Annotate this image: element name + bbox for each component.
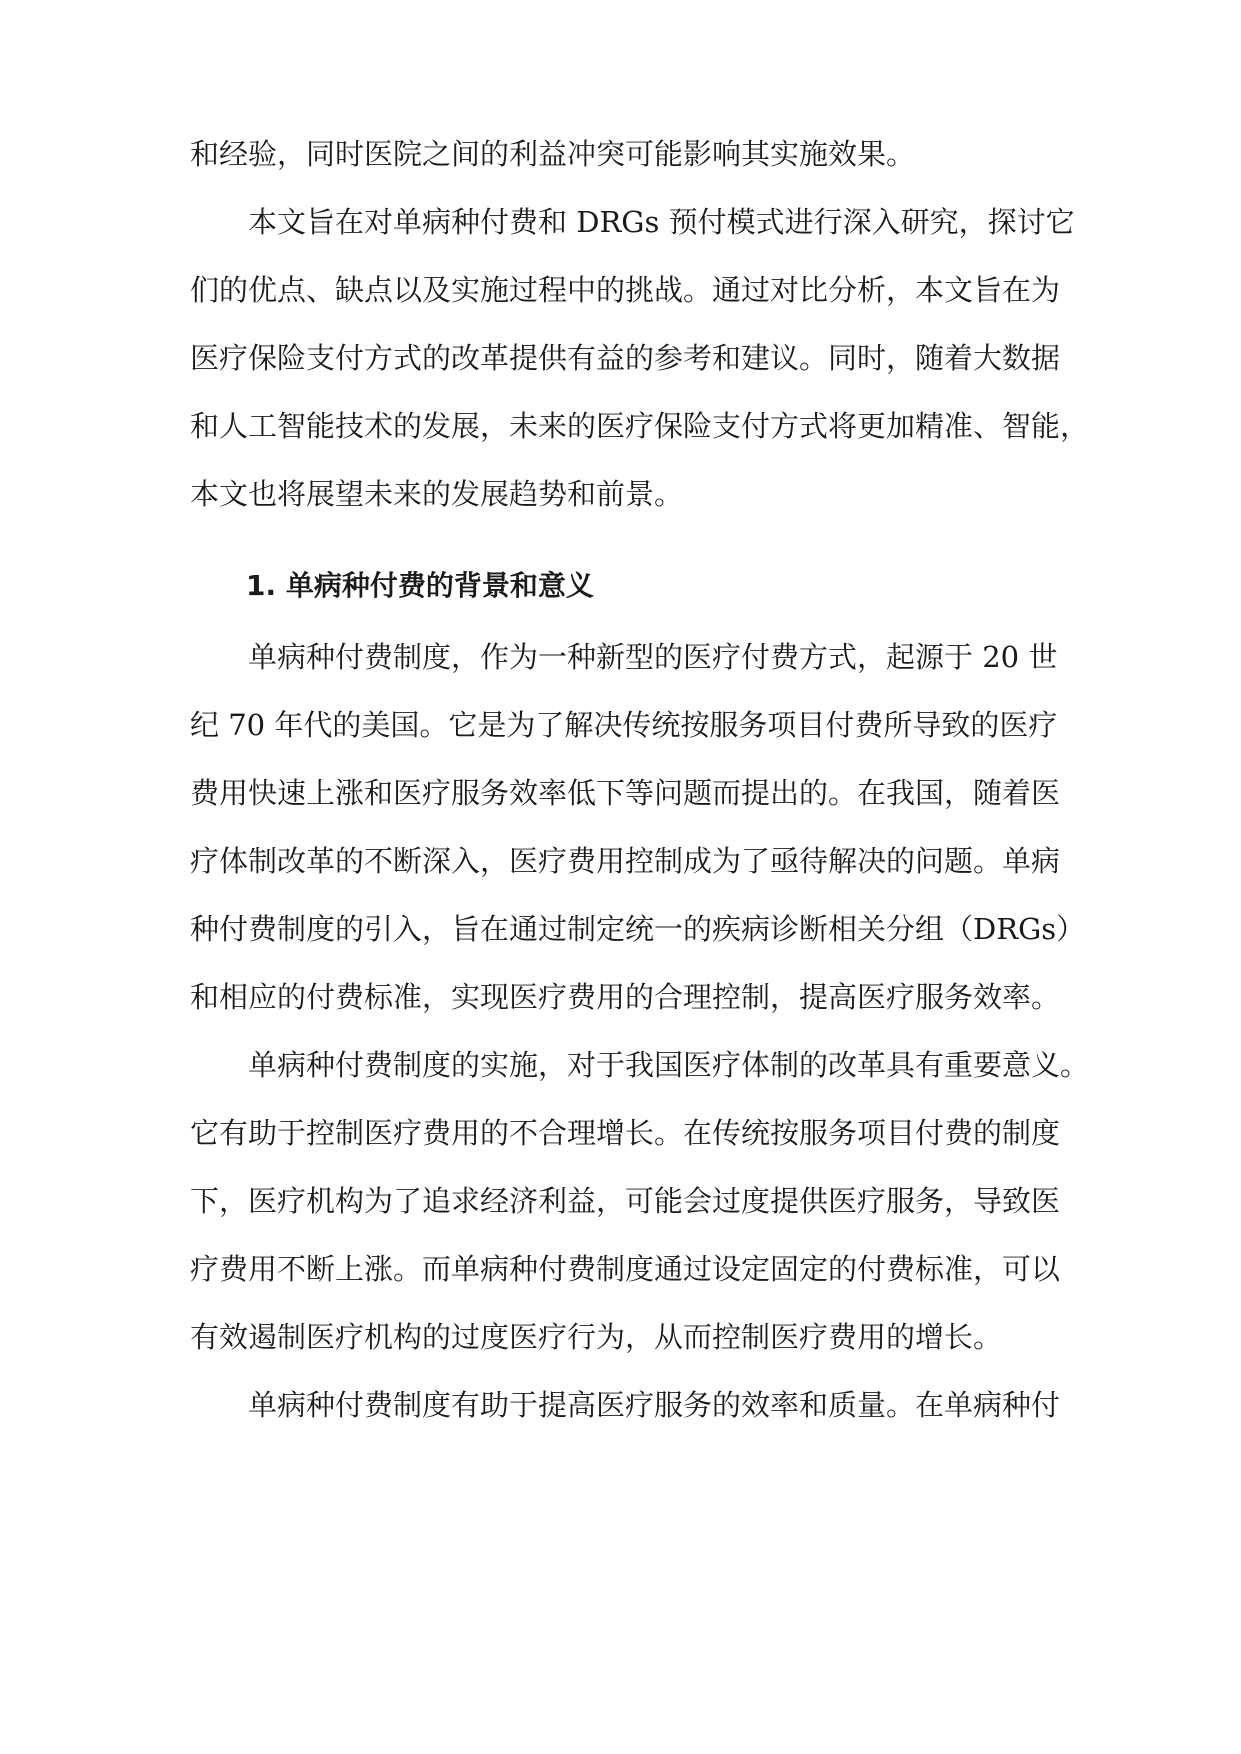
paragraph-line: 它有助于控制医疗费用的不合理增长。在传统按服务项目付费的制度 (190, 1116, 1061, 1150)
paragraph-line: 和人工智能技术的发展，未来的医疗保险支付方式将更加精准、智能， (190, 409, 1090, 443)
paragraph-line: 种付费制度的引入，旨在通过制定统一的疾病诊断相关分组（DRGs） (190, 912, 1086, 946)
paragraph-line: 单病种付费制度有助于提高医疗服务的效率和质量。在单病种付 (248, 1388, 1061, 1422)
paragraph-line: 们的优点、缺点以及实施过程中的挑战。通过对比分析，本文旨在为 (190, 273, 1061, 307)
paragraph-line: 和经验，同时医院之间的利益冲突可能影响其实施效果。 (190, 137, 916, 171)
paragraph-line: 费用快速上涨和医疗服务效率低下等问题而提出的。在我国，随着医 (190, 776, 1061, 810)
paragraph-line: 和相应的付费标准，实现医疗费用的合理控制，提高医疗服务效率。 (190, 980, 1061, 1014)
paragraph-line: 本文也将展望未来的发展趋势和前景。 (190, 477, 684, 511)
paragraph-line: 有效遏制医疗机构的过度医疗行为，从而控制医疗费用的增长。 (190, 1320, 1003, 1354)
paragraph-line: 医疗保险支付方式的改革提供有益的参考和建议。同时，随着大数据 (190, 341, 1061, 375)
paragraph-line: 下，医疗机构为了追求经济利益，可能会过度提供医疗服务，导致医 (190, 1184, 1061, 1218)
section-heading: 1. 单病种付费的背景和意义 (246, 569, 594, 602)
paragraph-line: 本文旨在对单病种付费和 DRGs 预付模式进行深入研究，探讨它 (248, 205, 1075, 239)
paragraph-line: 疗体制改革的不断深入，医疗费用控制成为了亟待解决的问题。单病 (190, 844, 1061, 878)
paragraph-line: 疗费用不断上涨。而单病种付费制度通过设定固定的付费标准，可以 (190, 1252, 1061, 1286)
paragraph-line: 单病种付费制度，作为一种新型的医疗付费方式，起源于 20 世 (248, 640, 1058, 674)
paragraph-line: 纪 70 年代的美国。它是为了解决传统按服务项目付费所导致的医疗 (190, 708, 1058, 742)
paragraph-line: 单病种付费制度的实施，对于我国医疗体制的改革具有重要意义。 (248, 1048, 1090, 1082)
